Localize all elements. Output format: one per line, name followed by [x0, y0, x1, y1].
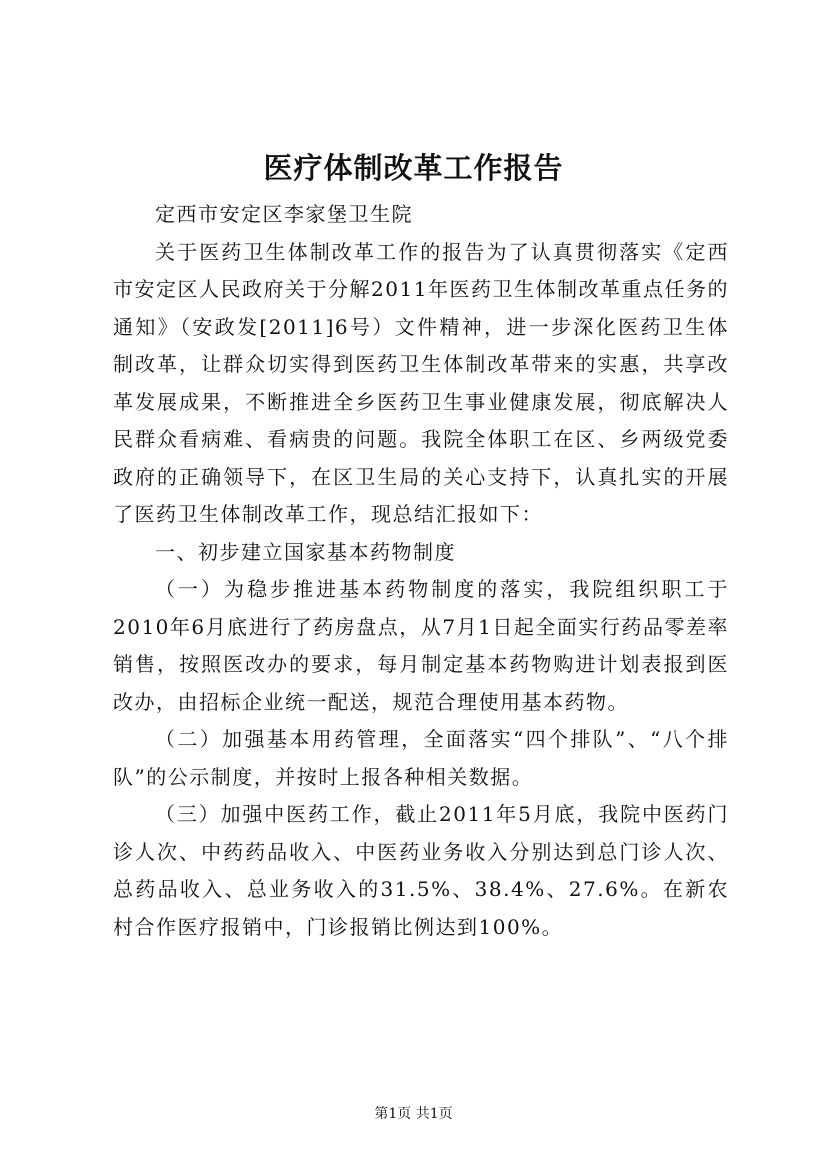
institution-line: 定西市安定区李家堡卫生院	[155, 202, 413, 226]
section-heading-1: 一、初步建立国家基本药物制度	[155, 539, 456, 564]
paragraph-item-3: （三）加强中医药工作，截止2011年5月底，我院中医药门诊人次、中药药品收入、中医药业务收入分别达到总门诊人次、总药品收入、总业务收入的31.5%、38.4%、27.6%。在新农村合作医疗报销中，门诊报销比例达到100%。	[113, 802, 729, 939]
intro-paragraph: 关于医药卫生体制改革工作的报告为了认真贯彻落实《定西市安定区人民政府关于分解2011年医药卫生体制改革重点任务的通知》（安政发[2011]6号）文件精神，进一步深化医药卫生体制改革，让群众切实得到医药卫生体制改革带来的实惠，共享改革发展成果，不断推进全乡医药卫生事业健康发展，彻底解决人民群众看病难、看病贵的问题。我院全体职工在区、乡两级党委政府的正确领导下，在区卫生局的关心支持下，认真扎实的开展了医药卫生体制改革工作，现总结汇报如下：	[113, 239, 729, 526]
paragraph-item-2: （二）加强基本用药管理，全面落实“四个排队”、“八个排队”的公示制度，并按时上报各种相关数据。	[113, 727, 729, 789]
paragraph-item-1: （一）为稳步推进基本药物制度的落实，我院组织职工于2010年6月底进行了药房盘点，从7月1日起全面实行药品零差率销售，按照医改办的要求，每月制定基本药物购进计划表报到医改办，由招标企业统一配送，规范合理使用基本药物。	[113, 577, 729, 714]
document-title: 医疗体制改革工作报告	[263, 151, 564, 185]
document-body	[113, 196, 729, 946]
page-footer: 第1页 共1页	[374, 1106, 453, 1122]
